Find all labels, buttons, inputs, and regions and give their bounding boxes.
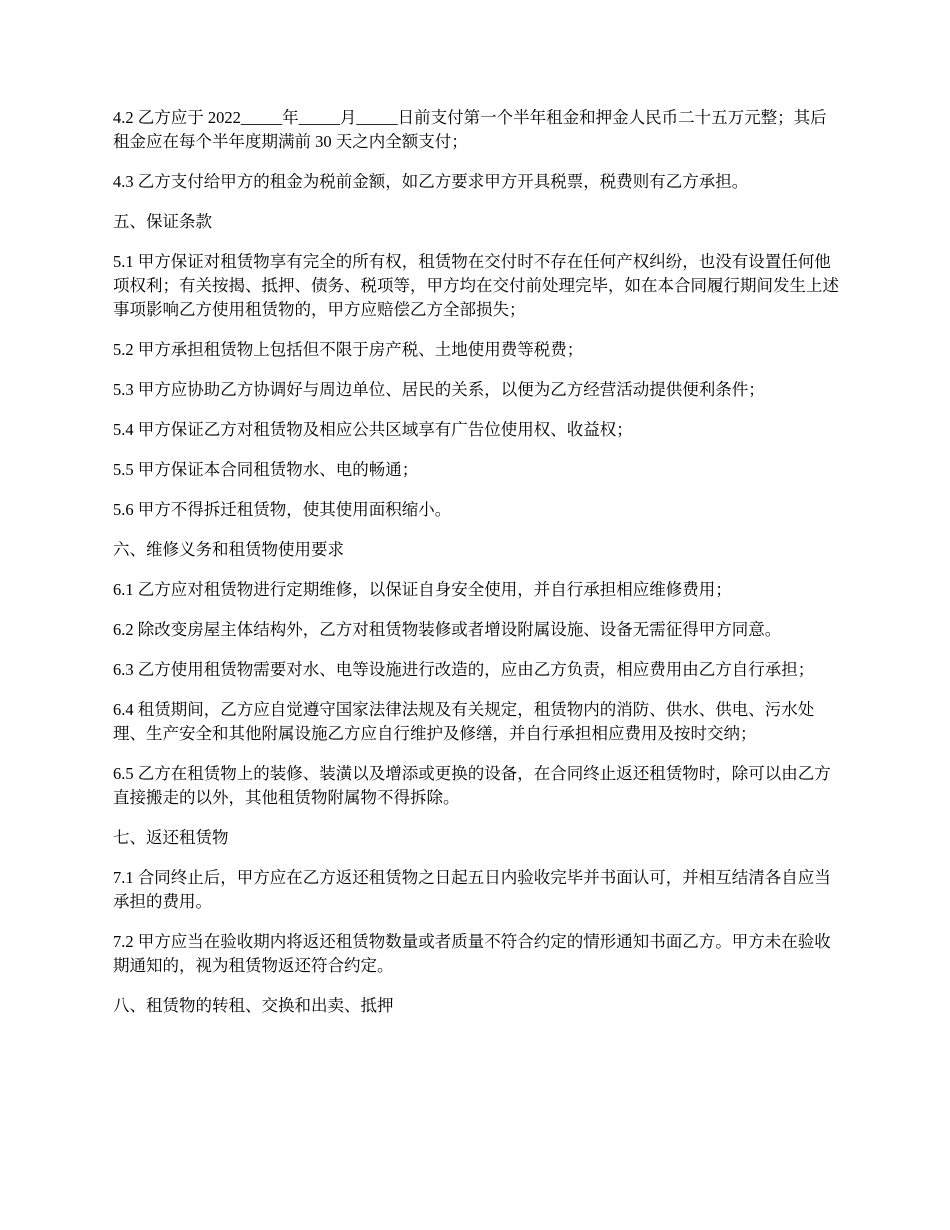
document-page <box>113 106 843 1034</box>
clause-5-5: 5.5 甲方保证本合同租赁物水、电的畅通； <box>113 460 419 479</box>
clause-6-4: 6.4 租赁期间，乙方应自觉遵守国家法律法规及有关规定，租赁物内的消防、供水、供电、污水处理、生产安全和其他附属设施乙方应自行维护及修缮，并自行承担相应费用及按时交纳； <box>113 700 815 743</box>
clause-7-2: 7.2 甲方应当在验收期内将返还租赁物数量或者质量不符合约定的情形通知书面乙方。甲方未在验收期通知的，视为租赁物返还符合约定。 <box>113 932 831 975</box>
clause-4-3: 4.3 乙方支付给甲方的租金为税前金额，如乙方要求甲方开具税票，税费则有乙方承担。 <box>113 172 749 191</box>
clause-5-1: 5.1 甲方保证对租赁物享有完全的所有权，租赁物在交付时不存在任何产权纠纷，也没有设置任何他项权利；有关按揭、抵押、债务、税项等，甲方均在交付前处理完毕，如在本合同履行期间发生上述事项影响乙方使用租赁物的，甲方应赔偿乙方全部损失； <box>113 252 839 319</box>
clause-6-2: 6.2 除改变房屋主体结构外，乙方对租赁物装修或者增设附属设施、设备无需征得甲方同意。 <box>113 620 782 639</box>
clause-5-4: 5.4 甲方保证乙方对租赁物及相应公共区域享有广告位使用权、收益权； <box>113 420 633 439</box>
clause-6-1: 6.1 乙方应对租赁物进行定期维修，以保证自身安全使用，并自行承担相应维修费用； <box>113 580 732 599</box>
clause-7-1: 7.1 合同终止后，甲方应在乙方返还租赁物之日起五日内验收完毕并书面认可，并相互结清各自应当承担的费用。 <box>113 868 831 911</box>
clause-6-3: 6.3 乙方使用租赁物需要对水、电等设施进行改造的，应由乙方负责，相应费用由乙方自行承担； <box>113 660 815 679</box>
clause-5-2: 5.2 甲方承担租赁物上包括但不限于房产税、土地使用费等税费； <box>113 340 584 359</box>
clause-4-2: 4.2 乙方应于 2022_____年_____月_____日前支付第一个半年租金和押金人民币二十五万元整；其后租金应在每个半年度期满前 30 天之内全额支付； <box>113 108 827 151</box>
clause-5-3: 5.3 甲方应协助乙方协调好与周边单位、居民的关系，以便为乙方经营活动提供便利条件； <box>113 380 765 399</box>
section-heading-5: 五、保证条款 <box>113 212 212 231</box>
clause-5-6: 5.6 甲方不得拆迁租赁物，使其使用面积缩小。 <box>113 500 452 519</box>
section-heading-7: 七、返还租赁物 <box>113 828 229 847</box>
section-heading-8: 八、租赁物的转租、交换和出卖、抵押 <box>113 996 394 1015</box>
section-heading-6: 六、维修义务和租赁物使用要求 <box>113 540 344 559</box>
clause-6-5: 6.5 乙方在租赁物上的装修、装潢以及增添或更换的设备，在合同终止返还租赁物时，除可以由乙方直接搬走的以外，其他租赁物附属物不得拆除。 <box>113 764 831 807</box>
